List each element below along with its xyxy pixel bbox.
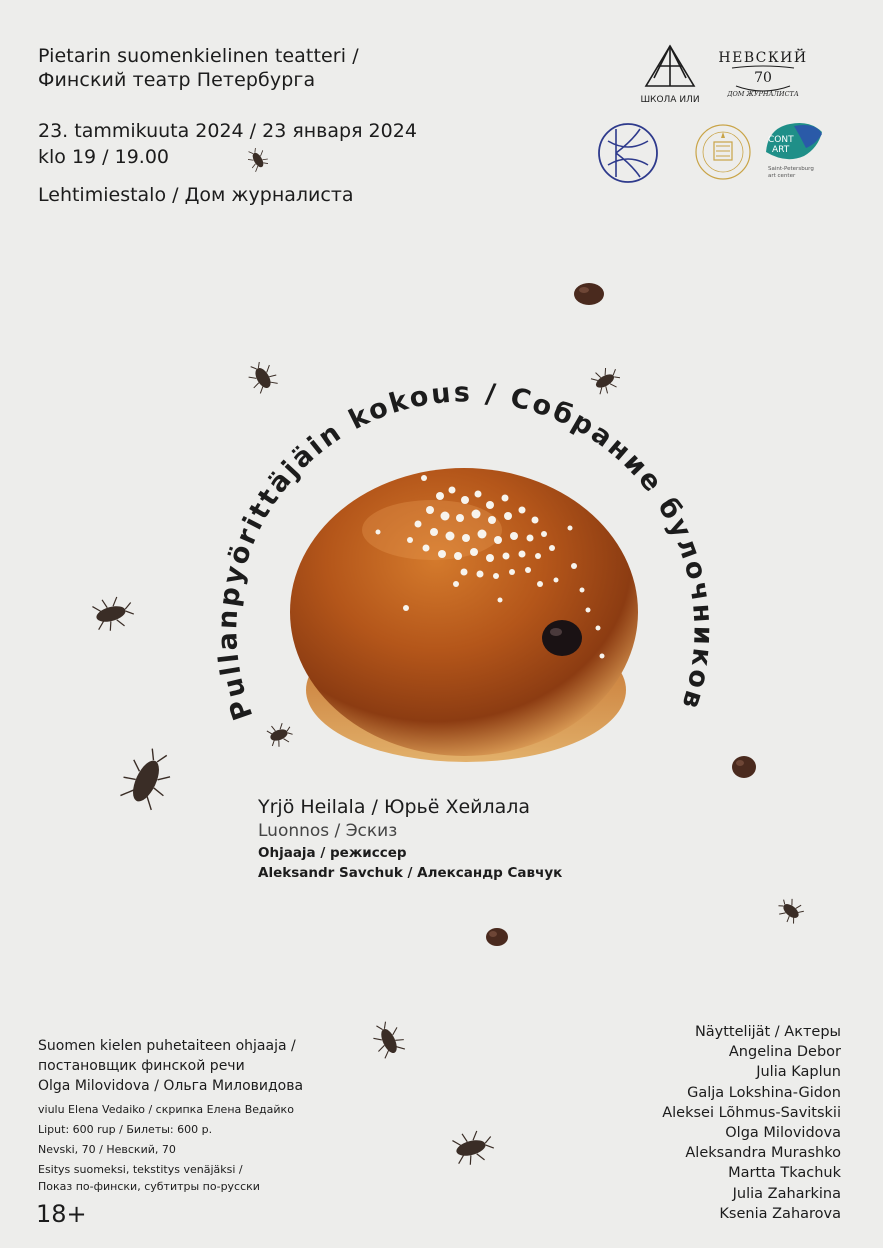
cockroach-icon: [776, 896, 806, 926]
cockroach-icon: [248, 362, 278, 394]
theatre-name-fi: Pietarin suomenkielinen teatteri /: [38, 45, 359, 67]
director-name: Aleksandr Savchuk / Александр Савчук: [258, 865, 563, 881]
contart-line1: CONT: [768, 135, 794, 145]
raisin: [730, 754, 758, 780]
cast-member: Julia Kaplun: [756, 1064, 841, 1081]
raisin: [484, 926, 510, 948]
author: Yrjö Heilala / Юрьё Хейлала: [258, 796, 531, 818]
speech-director-title-fi: Suomen kielen puhetaiteen ohjaaja /: [38, 1038, 296, 1054]
age-rating: 18+: [36, 1200, 87, 1228]
cockroach-icon: [248, 148, 268, 172]
event-venue: Lehtimiestalo / Дом журналиста: [38, 184, 354, 206]
cockroach-icon: [372, 1020, 406, 1062]
raisin: [572, 281, 606, 307]
event-time: klo 19 / 19.00: [38, 146, 169, 168]
speech-director-title-ru: постановщик финской речи: [38, 1058, 245, 1074]
violin-credit: viulu Elena Vedaiko / скрипка Елена Ведайко: [38, 1103, 294, 1116]
speech-director-name: Olga Milovidova / Ольга Миловидова: [38, 1078, 304, 1094]
cast-member: Olga Milovidova: [725, 1125, 841, 1142]
cast-heading: Näyttelijät / Актеры: [694, 1024, 841, 1040]
subtitles-note-ru: Показ по-фински, субтитры по-русски: [38, 1180, 260, 1193]
bun-raisin: [542, 620, 582, 656]
cast-member: Julia Zaharkina: [732, 1185, 841, 1202]
cast-list: [662, 1022, 841, 1224]
event-info: [38, 1036, 303, 1194]
cast-member: Ksenia Zaharova: [719, 1205, 841, 1222]
contart-line2: ART: [772, 145, 790, 155]
director-label: Ohjaaja / режиссер: [258, 845, 407, 861]
subtitles-note-fi: Esitys suomeksi, tekstitys venäjäksi /: [38, 1163, 243, 1176]
nevsky-name: НЕВСКИЙ: [718, 50, 808, 66]
genre: Luonnos / Эскиз: [258, 821, 398, 841]
ticket-price: Liput: 600 rup / Билеты: 600 р.: [38, 1123, 213, 1136]
theatre-name-ru: Финский театр Петербурга: [38, 69, 316, 91]
show-title: Pullanpyörittäjäin kokous / Собрание булочников: [212, 377, 719, 725]
nevsky-sub: ДОМ ЖУРНАЛИСТА: [727, 90, 799, 98]
cockroach-icon: [118, 744, 174, 818]
cast-member: Galja Lokshina-Gidon: [687, 1084, 841, 1101]
address: Nevski, 70 / Невский, 70: [38, 1143, 176, 1156]
nevsky-number: 70: [754, 70, 772, 86]
cast-member: Aleksei Lõhmus-Savitskii: [662, 1104, 841, 1121]
cockroach-icon: [264, 722, 294, 748]
contart-sub2: art center: [768, 173, 796, 179]
event-date: 23. tammikuuta 2024 / 23 января 2024: [38, 120, 417, 142]
school-ili-name: ШКОЛА ИЛИ: [640, 95, 700, 105]
contart-sub1: Saint-Petersburg: [768, 166, 814, 172]
cast-member: Angelina Debor: [728, 1044, 841, 1061]
cockroach-icon: [446, 1130, 496, 1166]
production-credits: [258, 795, 562, 883]
cockroach-icon: [590, 366, 620, 396]
cast-member: Martta Tkachuk: [728, 1165, 841, 1182]
cast-member: Aleksandra Murashko: [685, 1145, 841, 1162]
cockroach-icon: [86, 596, 136, 632]
